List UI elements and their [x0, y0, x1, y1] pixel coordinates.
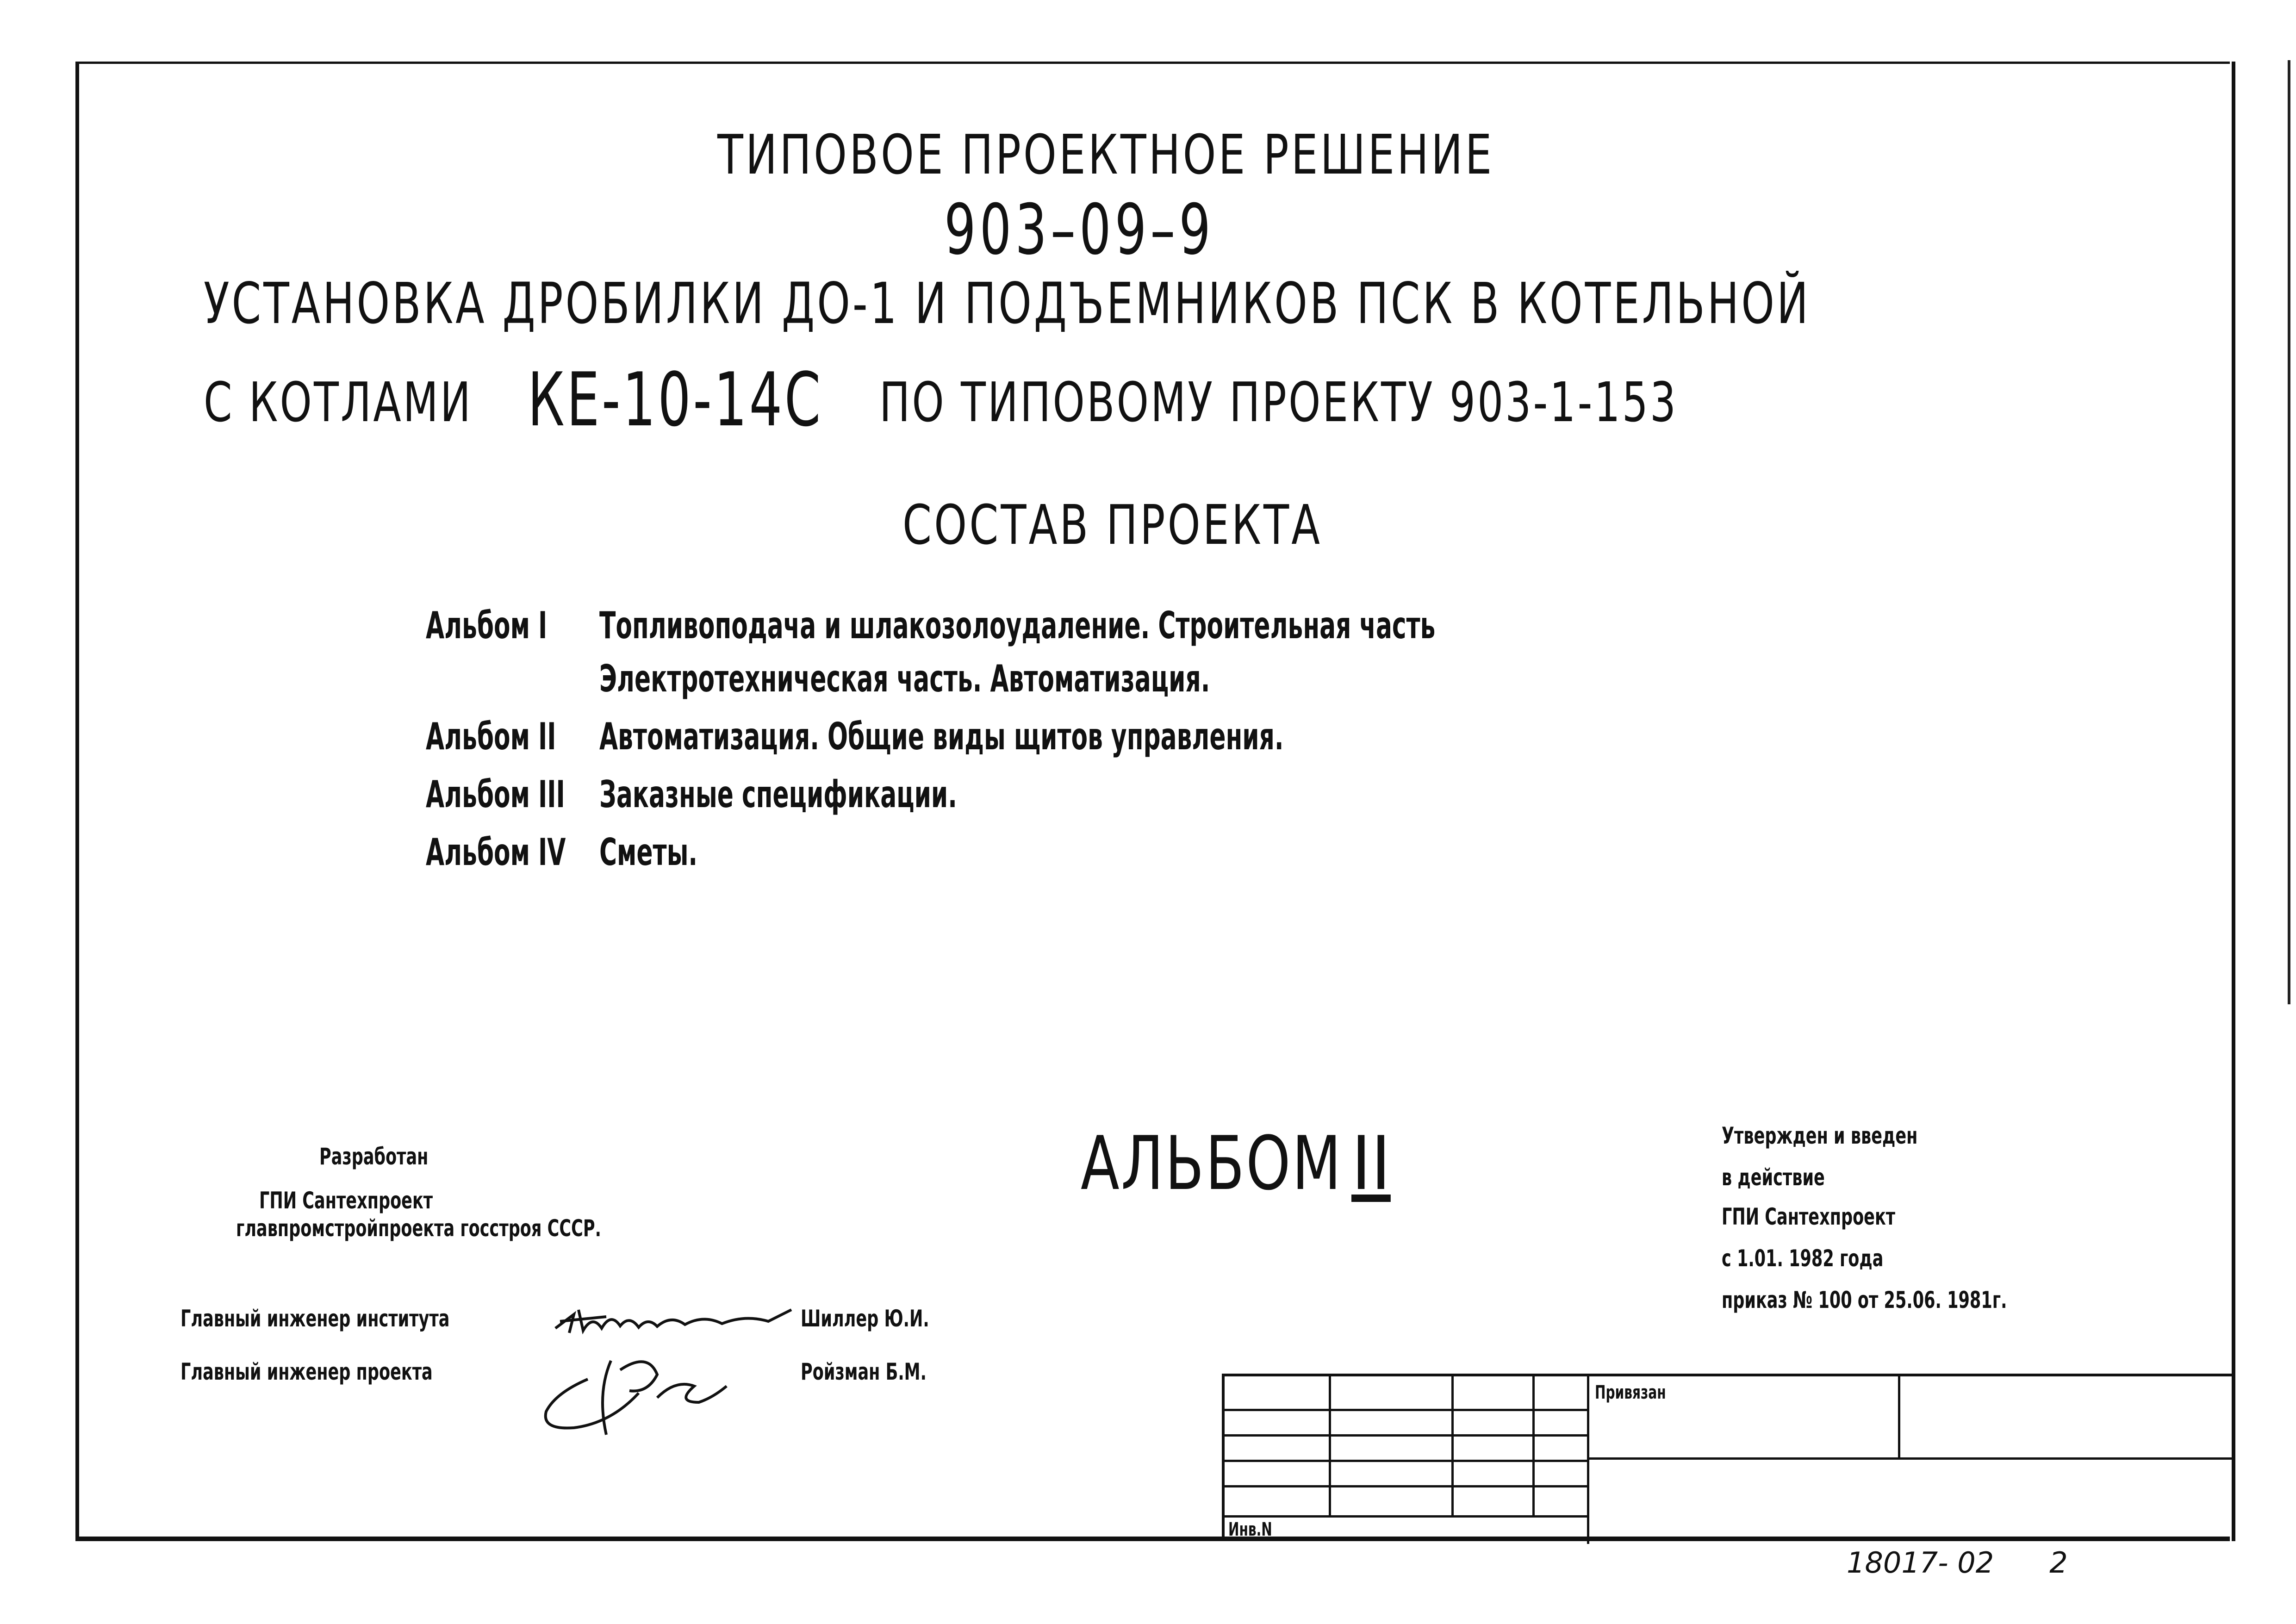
page-number: 2 — [2049, 1546, 2068, 1580]
approval-line2: в действие — [1722, 1164, 1825, 1191]
album-text: Заказные спецификации. — [599, 773, 957, 816]
frame-right-border — [2232, 62, 2235, 1541]
approval-order: приказ № 100 от 25.06. 1981г. — [1722, 1287, 2007, 1313]
title-block-table — [1222, 1374, 2232, 1541]
sheet-code: 18017- 02 — [1847, 1546, 1994, 1580]
project-code: 903–09–9 — [944, 190, 1214, 270]
album-title: АЛЬБОМ — [1081, 1120, 1343, 1207]
album-text: Сметы. — [599, 831, 698, 874]
section-title: СОСТАВ ПРОЕКТА — [902, 493, 1323, 557]
handwritten-signature-icon — [551, 1296, 810, 1347]
signature-name: Шиллер Ю.И. — [801, 1305, 929, 1332]
project-title-line2c: ПО ТИПОВОМУ ПРОЕКТУ 903-1-153 — [879, 370, 1678, 434]
album-label: Альбом I — [426, 604, 548, 647]
album-label: Альбом II — [426, 715, 556, 758]
doc-type-heading: ТИПОВОЕ ПРОЕКТНОЕ РЕШЕНИЕ — [717, 123, 1494, 187]
developer-ministry: главпромстройпроекта госстроя СССР. — [236, 1215, 601, 1242]
signature-name: Ройзман Б.М. — [801, 1358, 927, 1385]
inventory-label: Инв.N — [1228, 1519, 1272, 1540]
album-number: II — [1351, 1120, 1391, 1207]
album-text: Автоматизация. Общие виды щитов управления. — [599, 715, 1284, 758]
signature-role: Главный инженер проекта — [180, 1358, 433, 1385]
signature-role: Главный инженер института — [180, 1305, 450, 1332]
sheet-footer — [1847, 1546, 2068, 1580]
album-label: Альбом IV — [426, 831, 566, 874]
developer-label: Разработан — [319, 1143, 429, 1170]
album-label: Альбом III — [426, 773, 565, 816]
approval-date: с 1.01. 1982 года — [1722, 1245, 1884, 1272]
project-title-line2a: С КОТЛАМИ — [204, 370, 473, 434]
approval-line1: Утвержден и введен — [1722, 1122, 1918, 1149]
approval-org: ГПИ Сантехпроект — [1722, 1203, 1896, 1230]
developer-org: ГПИ Сантехпроект — [259, 1187, 433, 1214]
boiler-model: КЕ-10-14С — [528, 356, 823, 443]
project-title-line1: УСТАНОВКА ДРОБИЛКИ ДО-1 И ПОДЪЕМНИКОВ ПСК В КОТЕЛЬНОЙ — [204, 271, 1811, 336]
handwritten-signature-icon — [537, 1342, 731, 1444]
album-text: Электротехническая часть. Автоматизация. — [599, 657, 1210, 700]
album-text: Топливоподача и шлакозолоудаление. Строительная часть — [599, 604, 1436, 647]
sheet-edge-line — [2288, 60, 2290, 1004]
bound-label: Привязан — [1595, 1382, 1666, 1403]
